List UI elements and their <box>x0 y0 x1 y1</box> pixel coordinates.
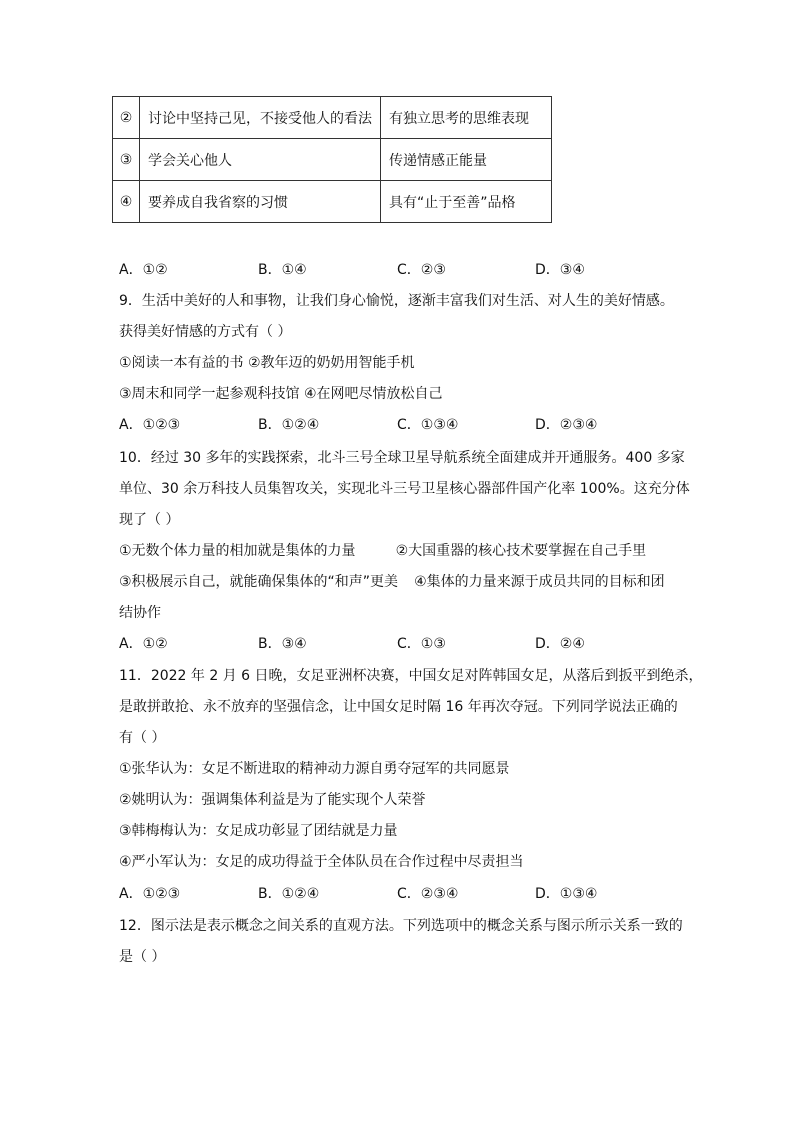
q10-options-1-2 <box>119 541 646 561</box>
choice-c[interactable]: C．②③④ <box>397 886 459 902</box>
q10-choices <box>119 634 679 654</box>
row-behavior: 讨论中坚持己见，不接受他人的看法 <box>140 97 381 139</box>
q9-choices <box>119 415 679 435</box>
table-row <box>113 181 552 223</box>
choice-d[interactable]: D．②③④ <box>535 417 598 433</box>
q8-choices <box>119 260 679 280</box>
q11-stem-line2: 是敢拼敢抢、永不放弃的坚强信念，让中国女足时隔 16 年再次夺冠。下列同学说法正确的 <box>119 699 678 715</box>
choice-d[interactable]: D．①③④ <box>535 886 598 902</box>
choice-c[interactable]: C．①③④ <box>397 417 459 433</box>
q10-option-2: ②大国重器的核心技术要掌握在自己手里 <box>395 543 647 559</box>
row-meaning: 有独立思考的思维表现 <box>381 97 552 139</box>
q10-stem-line2: 单位、30 余万科技人员集智攻关，实现北斗三号卫星核心器部件国产化率 100%。这充分体 <box>119 481 690 497</box>
q10-option-1: ①无数个体力量的相加就是集体的力量 <box>119 543 356 559</box>
row-behavior: 要养成自我省察的习惯 <box>140 181 381 223</box>
options-table <box>112 96 552 223</box>
q11-stem-line3: 有（ ） <box>119 730 166 746</box>
q10-stem-line3: 现了（ ） <box>119 512 180 528</box>
q10-option-4: ④集体的力量来源于成员共同的目标和团 <box>414 574 665 590</box>
choice-d[interactable]: D．③④ <box>535 262 585 278</box>
row-behavior: 学会关心他人 <box>140 139 381 181</box>
choice-b[interactable]: B．①④ <box>258 262 307 278</box>
row-meaning: 传递情感正能量 <box>381 139 552 181</box>
q9-stem-line2: 获得美好情感的方式有（ ） <box>119 324 292 340</box>
choice-b[interactable]: B．①②④ <box>258 417 320 433</box>
choice-c[interactable]: C．②③ <box>397 262 446 278</box>
q9-options-1-2: ①阅读一本有益的书 ②教年迈的奶奶用智能手机 <box>119 355 415 371</box>
q11-choices <box>119 884 679 904</box>
q10-options-3-4 <box>119 572 665 592</box>
q11-option-2: ②姚明认为：强调集体利益是为了能实现个人荣誉 <box>119 792 426 808</box>
row-number: ② <box>113 97 140 139</box>
row-number: ④ <box>113 181 140 223</box>
q9-stem-line1: 9．生活中美好的人和事物，让我们身心愉悦，逐渐丰富我们对生活、对人生的美好情感。 <box>119 293 674 309</box>
choice-a[interactable]: A．①② <box>119 262 168 278</box>
choice-a[interactable]: A．①②③ <box>119 417 181 433</box>
choice-c[interactable]: C．①③ <box>397 636 446 652</box>
table-row <box>113 97 552 139</box>
q10-stem-line1: 10．经过 30 多年的实践探索，北斗三号全球卫星导航系统全面建成并开通服务。400 多家 <box>119 450 685 466</box>
choice-d[interactable]: D．②④ <box>535 636 585 652</box>
table-row <box>113 139 552 181</box>
q10-option-4-continued: 结协作 <box>119 605 161 621</box>
q11-option-1: ①张华认为：女足不断进取的精神动力源自勇夺冠军的共同愿景 <box>119 761 510 777</box>
choice-b[interactable]: B．①②④ <box>258 886 320 902</box>
choice-b[interactable]: B．③④ <box>258 636 307 652</box>
row-meaning: 具有“止于至善”品格 <box>381 181 552 223</box>
choice-a[interactable]: A．①② <box>119 636 168 652</box>
q12-stem-line2: 是（ ） <box>119 949 166 965</box>
row-number: ③ <box>113 139 140 181</box>
q9-options-3-4: ③周末和同学一起参观科技馆 ④在网吧尽情放松自己 <box>119 386 443 402</box>
q11-stem-line1: 11．2022 年 2 月 6 日晚，女足亚洲杯决赛，中国女足对阵韩国女足，从落后到扳平到绝杀， <box>119 668 703 684</box>
q11-option-4: ④严小军认为：女足的成功得益于全体队员在合作过程中尽责担当 <box>119 854 524 870</box>
q12-stem-line1: 12．图示法是表示概念之间关系的直观方法。下列选项中的概念关系与图示所示关系一致的 <box>119 918 683 934</box>
choice-a[interactable]: A．①②③ <box>119 886 181 902</box>
q10-option-3: ③积极展示自己，就能确保集体的“和声”更美 <box>119 574 399 590</box>
q11-option-3: ③韩梅梅认为：女足成功彰显了团结就是力量 <box>119 823 398 839</box>
